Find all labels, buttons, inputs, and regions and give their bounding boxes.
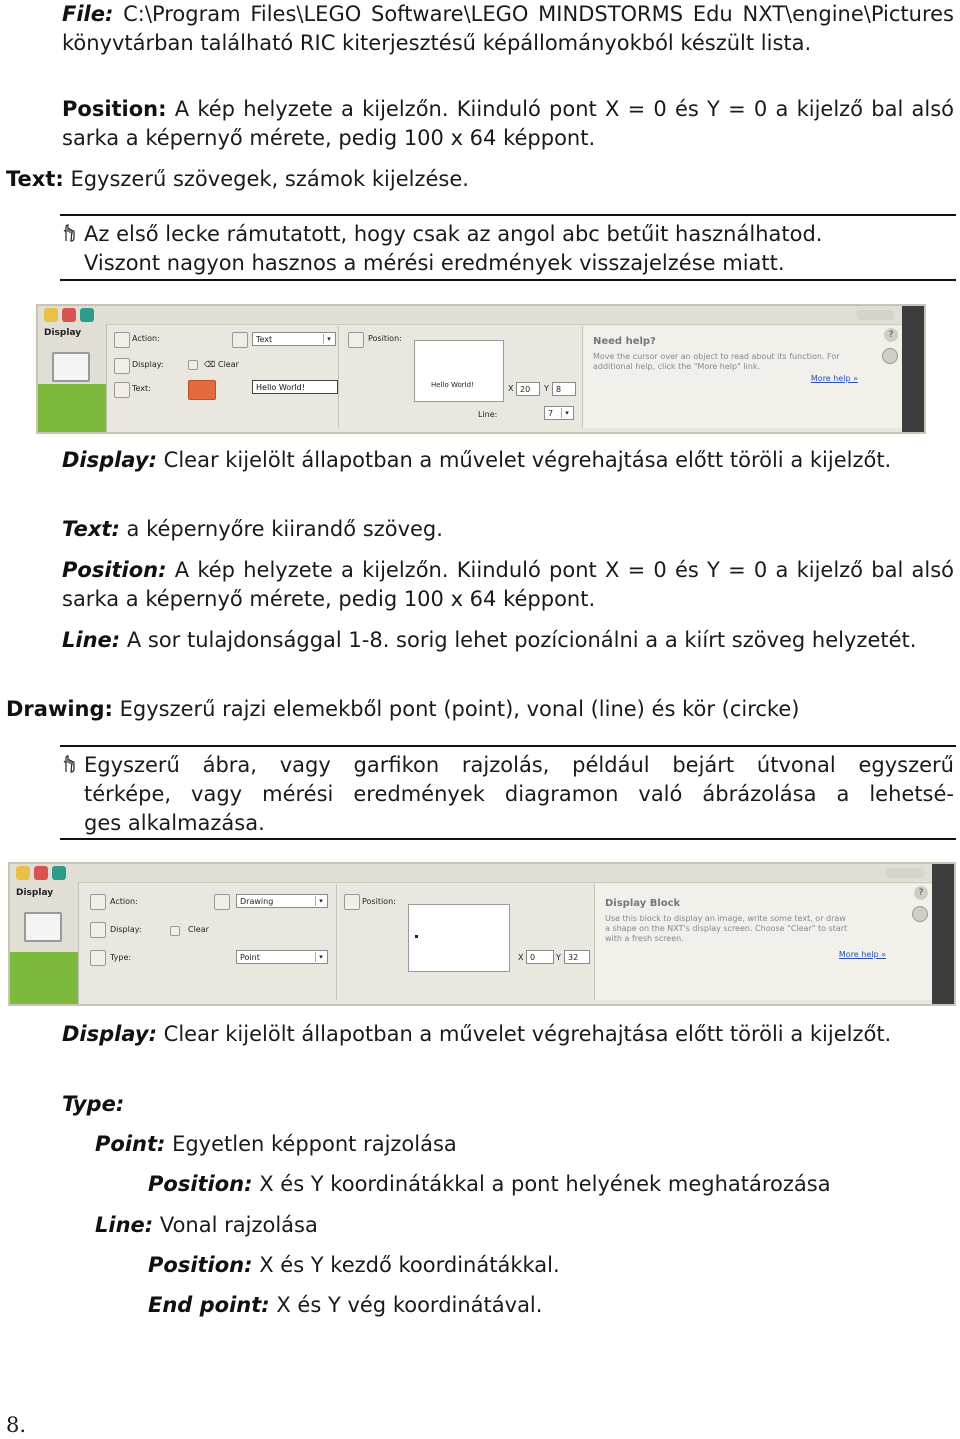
drawing-text: Egyszerű rajzi elemekből pont (point), vonal (line) és kör (circke) xyxy=(112,697,800,721)
text-text: Egyszerű szövegek, számok kijelzése. xyxy=(63,167,469,191)
display-icon xyxy=(90,922,106,938)
type-select[interactable] xyxy=(236,950,328,964)
line-position-definition xyxy=(148,1251,560,1280)
type-term: Type: xyxy=(62,1092,125,1116)
y-input[interactable] xyxy=(552,382,576,396)
help-question-icon[interactable]: ? xyxy=(884,328,898,342)
scroll-strip xyxy=(932,864,954,1004)
point-position-term: Position: xyxy=(148,1172,253,1196)
type-label: Type: xyxy=(110,953,132,962)
clear-label: Clear xyxy=(188,925,209,934)
y-value: 8 xyxy=(556,385,562,394)
position-icon xyxy=(348,332,364,348)
help-text-1: Move the cursor over an object to read about its function. For xyxy=(593,352,840,361)
line-value: 7 xyxy=(548,409,554,418)
note2-line1 xyxy=(62,751,954,781)
action-select[interactable] xyxy=(236,894,328,908)
text2-text: a képernyőre kiirandő szöveg. xyxy=(119,517,443,541)
clear-label: Clear xyxy=(218,360,239,369)
tab-icon-3 xyxy=(80,308,94,322)
line-position-term: Position: xyxy=(148,1253,253,1277)
help-panel xyxy=(594,884,932,1000)
note-top-rule xyxy=(60,214,956,216)
display-text: Clear kijelölt állapotban a művelet végrehajtása előtt töröli a kijelzőt. xyxy=(156,448,892,472)
note1-line1 xyxy=(62,220,822,250)
type-icon xyxy=(90,950,106,966)
point-text: Egyetlen képpont rajzolása xyxy=(165,1132,457,1156)
page-number: 8. xyxy=(6,1413,27,1437)
point-definition xyxy=(95,1130,457,1159)
clear-checkbox[interactable] xyxy=(170,926,180,936)
y-label: Y xyxy=(544,384,549,393)
panel-divider xyxy=(338,326,339,428)
line2-text: Vonal rajzolása xyxy=(153,1213,318,1237)
position-label: Position: xyxy=(362,897,396,906)
line-text: A sor tulajdonsággal 1-8. sorig lehet pozícionálni a a kiírt szöveg helyzetét. xyxy=(120,628,917,652)
display-definition xyxy=(62,446,954,475)
point-term: Point: xyxy=(95,1132,166,1156)
display-block-icon xyxy=(52,352,90,382)
x-input[interactable] xyxy=(516,382,540,396)
note2-line3: ges alkalmazása. xyxy=(84,811,265,835)
end-point-text: X és Y vég koordinátával. xyxy=(269,1293,543,1317)
help-text-3: with a fresh screen. xyxy=(605,934,684,943)
chevron-down-icon: ▾ xyxy=(323,334,334,344)
chevron-down-icon: ▾ xyxy=(561,408,572,418)
line2-definition xyxy=(95,1211,318,1240)
clear-checkbox[interactable] xyxy=(188,360,198,370)
preview-point xyxy=(415,935,418,938)
type-select-value: Point xyxy=(240,953,260,962)
display-icon xyxy=(114,358,130,374)
display-preview[interactable] xyxy=(414,340,504,402)
block-green-bar xyxy=(38,384,106,432)
text-term: Text: xyxy=(6,167,64,191)
tab-icon-2 xyxy=(62,308,76,322)
preview-text: Hello World! xyxy=(431,381,474,389)
help-title: Display Block xyxy=(605,898,681,909)
action-label: Action: xyxy=(110,897,138,906)
drawing-display-definition xyxy=(62,1020,954,1049)
end-point-term: End point: xyxy=(148,1293,270,1317)
action-label: Action: xyxy=(132,334,160,343)
line-definition xyxy=(62,626,954,655)
drawing-term: Drawing: xyxy=(6,697,113,721)
block-sidebar xyxy=(10,882,79,1004)
text-label: Text: xyxy=(132,384,151,393)
x-value: 20 xyxy=(520,385,531,394)
point-position-definition xyxy=(148,1170,831,1199)
y-label: Y xyxy=(556,953,561,962)
position-definition xyxy=(62,95,954,153)
more-help-link[interactable]: More help » xyxy=(838,950,886,959)
note1-line2: Viszont nagyon hasznos a mérési eredmények visszajelzése miatt. xyxy=(84,251,785,275)
block-sidebar xyxy=(38,324,107,432)
line-term: Line: xyxy=(62,628,121,652)
action-select[interactable] xyxy=(252,332,336,346)
drawing-display-text: Clear kijelölt állapotban a művelet végrehajtása előtt töröli a kijelzőt. xyxy=(156,1022,892,1046)
toolbar-strip xyxy=(38,306,924,325)
title-hatch xyxy=(856,310,894,320)
display-term: Display: xyxy=(62,448,157,472)
x-input[interactable] xyxy=(526,950,554,964)
tab-icon-1 xyxy=(16,866,30,880)
line-position-text: X és Y kezdő koordinátákkal. xyxy=(252,1253,560,1277)
drawing-definition xyxy=(6,695,956,724)
scroll-strip xyxy=(902,306,924,432)
eraser-icon: ⌫ xyxy=(204,360,216,369)
position2-term: Position: xyxy=(62,558,167,582)
x-value: 0 xyxy=(530,953,536,962)
text-tool-icon xyxy=(232,332,248,348)
position-term: Position: xyxy=(62,97,167,121)
drawing-display-term: Display: xyxy=(62,1022,157,1046)
text-wire-plug[interactable] xyxy=(188,380,216,400)
note2-line2: térképe, vagy mérési eredmények diagramon való ábrázolása a lehetsé- xyxy=(84,782,954,806)
help-text-2: additional help, click the "More help" link. xyxy=(593,362,761,371)
note2-text-1: Egyszerű ábra, vagy garfikon rajzolás, például bejárt útvonal egyszerű xyxy=(84,753,954,777)
note1-text-1: Az első lecke rámutatott, hogy csak az angol abc betűit használhatod. xyxy=(84,222,823,246)
file-definition xyxy=(62,0,954,58)
more-help-link[interactable]: More help » xyxy=(810,374,858,383)
point-position-text: X és Y koordinátákkal a pont helyének meghatározása xyxy=(252,1172,831,1196)
help-text-1: Use this block to display an image, write some text, or draw xyxy=(605,914,846,923)
y-value: 32 xyxy=(568,953,579,962)
position2-definition xyxy=(62,556,954,614)
panel-divider xyxy=(336,884,337,1000)
display-label: Display: xyxy=(132,360,164,369)
display-preview[interactable] xyxy=(408,904,510,972)
tab-icon-1 xyxy=(44,308,58,322)
text2-definition xyxy=(62,515,954,544)
position-icon xyxy=(344,894,360,910)
file-term: File: xyxy=(62,2,114,26)
line2-term: Line: xyxy=(95,1213,154,1237)
text2-term: Text: xyxy=(62,517,120,541)
block-name: Display xyxy=(44,328,82,338)
help-title: Need help? xyxy=(593,336,656,347)
block-green-bar xyxy=(10,952,78,1004)
drawing-tool-icon xyxy=(214,894,230,910)
note-bottom-rule xyxy=(60,279,956,281)
file-text: C:\Program Files\LEGO Software\LEGO MINDSTORMS Edu NXT\engine\Pictures könyvtárban található RIC kiterjesztésű képállományokból készült lista. xyxy=(62,2,954,55)
display-text-screenshot xyxy=(36,304,926,434)
action-select-value: Text xyxy=(256,335,273,344)
position-label: Position: xyxy=(368,334,402,343)
zoom-icon[interactable] xyxy=(912,906,928,922)
y-input[interactable] xyxy=(564,950,590,964)
help-question-icon[interactable]: ? xyxy=(914,886,928,900)
title-hatch xyxy=(886,868,924,878)
text-definition xyxy=(6,165,906,194)
text-input[interactable] xyxy=(252,380,338,394)
end-point-definition xyxy=(148,1291,542,1320)
note2-top-rule xyxy=(60,745,956,747)
help-text-2: a shape on the NXT's display screen. Choose "Clear" to start xyxy=(605,924,848,933)
line-label: Line: xyxy=(478,410,498,419)
x-label: X xyxy=(518,953,524,962)
display-label: Display: xyxy=(110,925,142,934)
display-block-icon xyxy=(24,912,62,942)
line-select[interactable] xyxy=(544,406,574,420)
toolbar-strip xyxy=(10,864,954,883)
tab-icon-3 xyxy=(52,866,66,880)
block-name: Display xyxy=(16,888,54,898)
zoom-icon[interactable] xyxy=(882,348,898,364)
x-label: X xyxy=(508,384,514,393)
type-heading xyxy=(62,1090,124,1119)
action-icon xyxy=(114,332,130,348)
text-input-value: Hello World! xyxy=(256,383,305,392)
text-icon xyxy=(114,382,130,398)
action-select-value: Drawing xyxy=(240,897,274,906)
help-panel xyxy=(582,326,902,428)
pointing-hand-icon xyxy=(62,752,84,781)
action-icon xyxy=(90,894,106,910)
position-text: A kép helyzete a kijelzőn. Kiinduló pont X = 0 és Y = 0 a kijelző bal alsó sarka a képernyő mérete, pedig 100 x 64 képpont. xyxy=(62,97,954,150)
position2-text: A kép helyzete a kijelzőn. Kiinduló pont X = 0 és Y = 0 a kijelző bal alsó sarka a képernyő mérete, pedig 100 x 64 képpont. xyxy=(62,558,954,611)
chevron-down-icon: ▾ xyxy=(315,896,326,906)
pointing-hand-icon xyxy=(62,221,84,250)
tab-icon-2 xyxy=(34,866,48,880)
display-drawing-screenshot xyxy=(8,862,956,1006)
chevron-down-icon: ▾ xyxy=(315,952,326,962)
note2-bottom-rule xyxy=(60,838,956,840)
